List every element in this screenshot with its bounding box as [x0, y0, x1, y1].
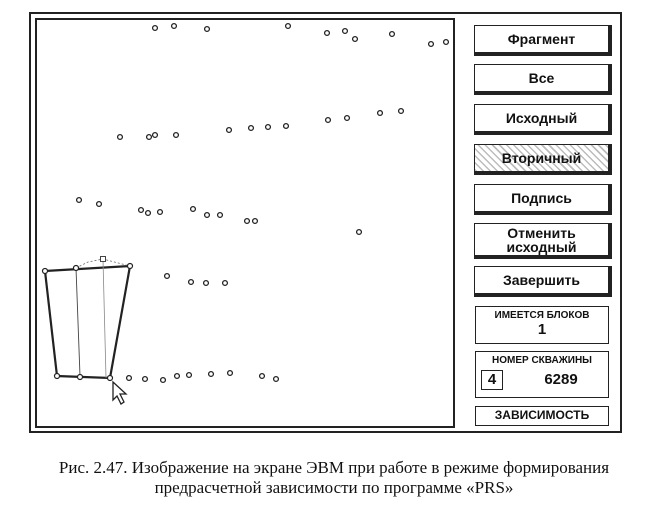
circle-point-icon[interactable] — [326, 118, 331, 123]
blocks-count-value: 1 — [537, 321, 547, 338]
circle-point-icon[interactable] — [127, 376, 132, 381]
circle-point-icon[interactable] — [253, 219, 258, 224]
circle-point-icon[interactable] — [357, 230, 362, 235]
circle-point-icon[interactable] — [378, 111, 383, 116]
cancel-original-button[interactable] — [474, 223, 612, 259]
circle-point-icon[interactable] — [325, 31, 330, 36]
secondary-button[interactable]: Вторичный — [474, 144, 612, 175]
well-number-box — [475, 351, 609, 398]
well-number-label: НОМЕР СКВАЖИНЫ — [492, 355, 592, 366]
selection-handle[interactable] — [78, 375, 83, 380]
circle-point-icon[interactable] — [205, 213, 210, 218]
circle-point-icon[interactable] — [227, 128, 232, 133]
selection-handle[interactable] — [55, 374, 60, 379]
selection-handle[interactable] — [43, 269, 48, 274]
circle-point-icon[interactable] — [260, 374, 265, 379]
circle-point-icon[interactable] — [175, 374, 180, 379]
circle-point-icon[interactable] — [146, 211, 151, 216]
circle-point-icon[interactable] — [345, 116, 350, 121]
circle-point-icon[interactable] — [158, 210, 163, 215]
caption-line-1: Рис. 2.47. Изображение на экране ЭВМ при работе в режиме формирования — [58, 458, 610, 477]
finish-button[interactable]: Завершить — [474, 266, 612, 297]
circle-point-icon[interactable] — [444, 40, 449, 45]
original-button[interactable]: Исходный — [474, 104, 612, 135]
selection-handle[interactable] — [74, 266, 79, 271]
blocks-count-label: ИМЕЕТСЯ БЛОКОВ — [494, 310, 590, 321]
circle-point-icon[interactable] — [165, 274, 170, 279]
circle-point-icon[interactable] — [429, 42, 434, 47]
circle-point-icon[interactable] — [77, 198, 82, 203]
circle-point-icon[interactable] — [343, 29, 348, 34]
circle-point-icon[interactable] — [191, 207, 196, 212]
circle-point-icon[interactable] — [118, 135, 123, 140]
circle-point-icon[interactable] — [147, 135, 152, 140]
circle-point-icon[interactable] — [286, 24, 291, 29]
circle-point-icon[interactable] — [205, 27, 210, 32]
caption-button[interactable]: Подпись — [474, 184, 612, 215]
circle-point-icon[interactable] — [249, 126, 254, 131]
blocks-count-box — [475, 306, 609, 344]
selection-handle[interactable] — [101, 257, 106, 262]
arrow-cursor-icon — [113, 382, 126, 404]
circle-point-icon[interactable] — [139, 208, 144, 213]
circle-point-icon[interactable] — [284, 124, 289, 129]
selection-handle[interactable] — [128, 264, 133, 269]
circle-point-icon[interactable] — [218, 213, 223, 218]
selection-handle[interactable] — [108, 376, 113, 381]
trapezoid-selection-icon[interactable] — [43, 257, 133, 381]
cancel-line-2: исходный — [506, 238, 577, 255]
circle-point-icon[interactable] — [153, 133, 158, 138]
circle-point-icon[interactable] — [161, 378, 166, 383]
circle-point-icon[interactable] — [189, 280, 194, 285]
circle-point-icon[interactable] — [187, 373, 192, 378]
circle-point-icon[interactable] — [97, 202, 102, 207]
circle-point-icon[interactable] — [153, 26, 158, 31]
dependence-button[interactable]: ЗАВИСИМОСТЬ — [475, 406, 609, 426]
circle-point-icon[interactable] — [228, 371, 233, 376]
circle-point-icon[interactable] — [209, 372, 214, 377]
circle-point-icon[interactable] — [274, 377, 279, 382]
caption-line-2: предрасчетной зависимости по программе «PRS» — [154, 478, 514, 497]
circle-point-icon[interactable] — [223, 281, 228, 286]
figure-caption — [0, 458, 668, 498]
well-index-field[interactable]: 4 — [481, 370, 503, 390]
well-number-value: 6289 — [544, 371, 578, 388]
circle-point-icon[interactable] — [204, 281, 209, 286]
all-button[interactable]: Все — [474, 64, 612, 95]
circle-point-icon[interactable] — [174, 133, 179, 138]
circle-point-icon[interactable] — [399, 109, 404, 114]
circle-point-icon[interactable] — [353, 37, 358, 42]
circle-point-icon[interactable] — [143, 377, 148, 382]
fragment-button[interactable]: Фрагмент — [474, 25, 612, 56]
circle-point-icon[interactable] — [245, 219, 250, 224]
circle-point-icon[interactable] — [172, 24, 177, 29]
circle-point-icon[interactable] — [266, 125, 271, 130]
cancel-line-1: Отменить — [507, 224, 576, 241]
circle-point-icon[interactable] — [390, 32, 395, 37]
